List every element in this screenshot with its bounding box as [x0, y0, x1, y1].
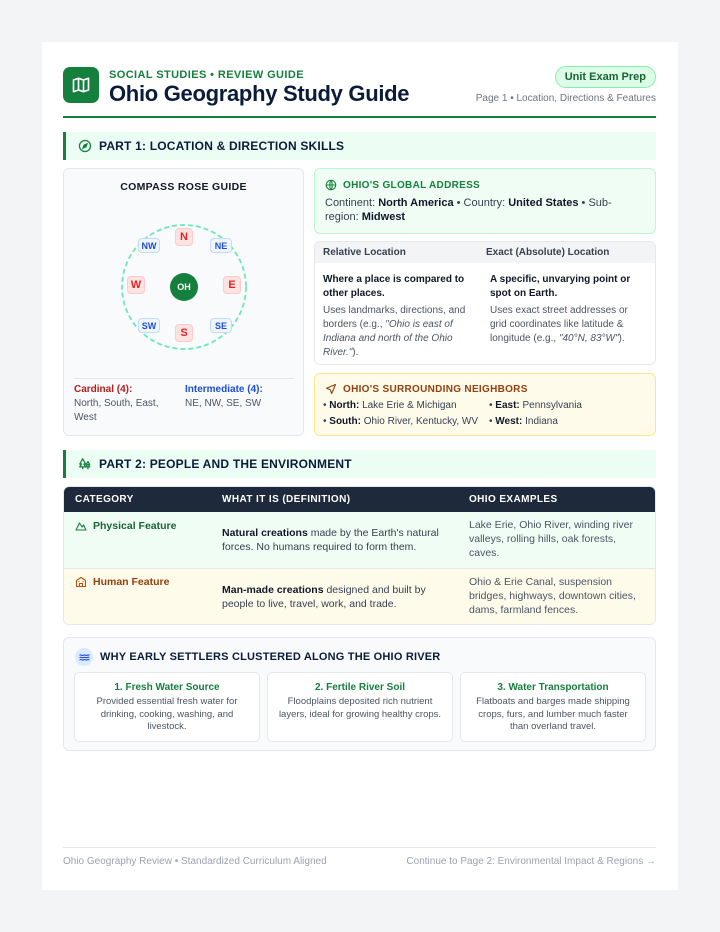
relative-example: "Ohio is east of Indiana and north of the Ohio River." [323, 319, 453, 358]
neighbors-title: OHIO'S SURROUNDING NEIGHBORS [343, 383, 528, 395]
table-row [64, 569, 655, 625]
reason-title: 2. Fertile River Soil [314, 682, 406, 693]
navigation-arrow-icon [325, 383, 337, 395]
study-guide-page [42, 42, 678, 890]
continent-value: North America [378, 197, 454, 209]
subregion-value: Midwest [361, 211, 406, 223]
global-address-header [325, 179, 480, 191]
part2-title: PART 2: PEOPLE AND THE ENVIRONMENT [99, 457, 352, 471]
country-value: United States [508, 197, 579, 209]
compass-southwest: SW [138, 318, 160, 333]
exact-location-cell [490, 273, 640, 346]
cardinal-legend [74, 383, 182, 425]
examples-physical: Lake Erie, Ohio River, winding river valleys, rolling hills, oak forests, caves. [469, 519, 633, 559]
east-value: Pennsylvania [522, 400, 582, 411]
unit-exam-badge: Unit Exam Prep [555, 66, 656, 88]
intermediate-legend [185, 383, 293, 411]
relative-location-header: Relative Location [323, 247, 406, 258]
cardinal-label: Cardinal (4): [74, 384, 133, 395]
settler-reason-card [460, 672, 646, 742]
header-category: CATEGORY [75, 494, 134, 505]
neighbors-card [314, 373, 656, 436]
west-label: West: [495, 416, 523, 427]
exact-end: ). [618, 333, 625, 344]
global-address-card [314, 168, 656, 234]
cardinal-list: North, South, East, West [74, 398, 159, 423]
reason-text: Provided essential fresh water for drinking, cooking, washing, and livestock. [96, 696, 238, 732]
category-human [75, 576, 169, 588]
part2-header [63, 450, 656, 478]
part1-header [63, 132, 656, 160]
relative-end: ). [352, 347, 359, 358]
global-address-title: OHIO'S GLOBAL ADDRESS [343, 179, 481, 191]
definition-physical [222, 526, 454, 554]
east-label: East: [495, 400, 520, 411]
features-table [63, 486, 656, 625]
exact-text: Uses exact street addresses or grid coordinates like latitude & longitude (e.g., [490, 305, 628, 344]
compass-northeast: NE [210, 238, 232, 253]
header-divider [63, 116, 656, 118]
header-kicker: SOCIAL STUDIES • REVIEW GUIDE [109, 69, 304, 81]
reason-title: 3. Water Transportation [497, 682, 609, 693]
map-icon [63, 67, 99, 103]
page-header [63, 66, 656, 118]
page-title: Ohio Geography Study Guide [109, 81, 410, 106]
physical-def-text: made by the Earth's natural forces. No humans required to form them. [222, 527, 439, 553]
compass-divider [74, 378, 294, 379]
south-label: South: [329, 416, 361, 427]
mountain-icon [75, 520, 87, 532]
header-definition: WHAT IT IS (DEFINITION) [222, 494, 351, 505]
definition-human [222, 583, 454, 611]
relative-definition: Where a place is compared to other places. [323, 274, 465, 299]
reason-text: Flatboats and barges made shipping crops, furs, and lumber much faster than overland travel. [476, 696, 630, 732]
reason-text: Floodplains deposited rich nutrient layers, ideal for growing healthy crops. [278, 696, 442, 720]
compass-rose-card [63, 168, 304, 436]
human-def-bold: Man-made creations [222, 584, 324, 596]
globe-icon [325, 179, 337, 191]
compass-east: E [223, 276, 241, 294]
ohio-center-marker: OH [170, 273, 198, 301]
relative-description [323, 304, 473, 360]
footer-next-page: Continue to Page 2: Environmental Impact & Regions → [406, 856, 656, 867]
exact-location-header: Exact (Absolute) Location [486, 247, 610, 258]
page-content [63, 66, 656, 867]
exact-description [490, 304, 640, 346]
neighbor-north: • North: Lake Erie & Michigan [323, 400, 457, 411]
neighbor-west: • West: Indiana [489, 416, 558, 427]
building-icon [75, 576, 87, 588]
settlers-title: WHY EARLY SETTLERS CLUSTERED ALONG THE OHIO RIVER [100, 651, 441, 663]
compass-west: W [127, 276, 145, 294]
settlers-card [63, 637, 656, 751]
neighbors-header [325, 383, 528, 395]
category-human-label: Human Feature [93, 576, 170, 588]
neighbor-east: • East: Pennsylvania [489, 400, 582, 411]
exact-definition: A specific, unvarying point or spot on Earth. [490, 274, 631, 299]
water-waves-icon [75, 648, 93, 666]
settler-reason-card [267, 672, 453, 742]
compass-southeast: SE [210, 318, 232, 333]
compass-south: S [175, 324, 193, 342]
north-value: Lake Erie & Michigan [362, 400, 457, 411]
footer-left: Ohio Geography Review • Standardized Curriculum Aligned [63, 856, 327, 867]
category-physical [75, 520, 176, 532]
features-table-header [64, 487, 655, 512]
settler-reason-card [74, 672, 260, 742]
intermediate-list: NE, NW, SE, SW [185, 398, 262, 409]
compass-north: N [175, 228, 193, 246]
settlers-header [75, 648, 440, 666]
global-address-body [325, 196, 645, 224]
continent-label: Continent: [325, 197, 379, 209]
relative-text: Uses landmarks, directions, and borders (e.g., [323, 305, 466, 330]
tree-icon [78, 457, 92, 471]
west-value: Indiana [525, 416, 558, 427]
header-examples: OHIO EXAMPLES [469, 494, 558, 505]
compass-icon [78, 139, 92, 153]
south-value: Ohio River, Kentucky, WV [363, 416, 479, 427]
exact-example: "40°N, 83°W" [558, 333, 619, 344]
compass-title: COMPASS ROSE GUIDE [120, 181, 247, 193]
page-meta: Page 1 • Location, Directions & Features [475, 93, 656, 104]
neighbor-south: • South: Ohio River, Kentucky, WV [323, 416, 479, 427]
reason-title: 1. Fresh Water Source [114, 682, 220, 693]
intermediate-label: Intermediate (4): [185, 384, 263, 395]
location-types-header [315, 242, 655, 263]
compass-northwest: NW [138, 238, 160, 253]
country-label: • Country: [453, 197, 509, 209]
footer-divider [63, 847, 656, 848]
human-def-text: designed and built by people to live, travel, work, and trade. [222, 584, 426, 610]
category-physical-label: Physical Feature [93, 520, 177, 532]
examples-human: Ohio & Erie Canal, suspension bridges, highways, downtown cities, dams, farmland fences. [469, 576, 636, 616]
table-row [64, 512, 655, 569]
relative-location-cell [323, 273, 473, 360]
physical-def-bold: Natural creations [222, 527, 308, 539]
location-types-table [314, 241, 656, 365]
part1-title: PART 1: LOCATION & DIRECTION SKILLS [99, 139, 345, 153]
north-label: North: [329, 400, 360, 411]
subregion-label: • Sub-region: [325, 197, 612, 223]
